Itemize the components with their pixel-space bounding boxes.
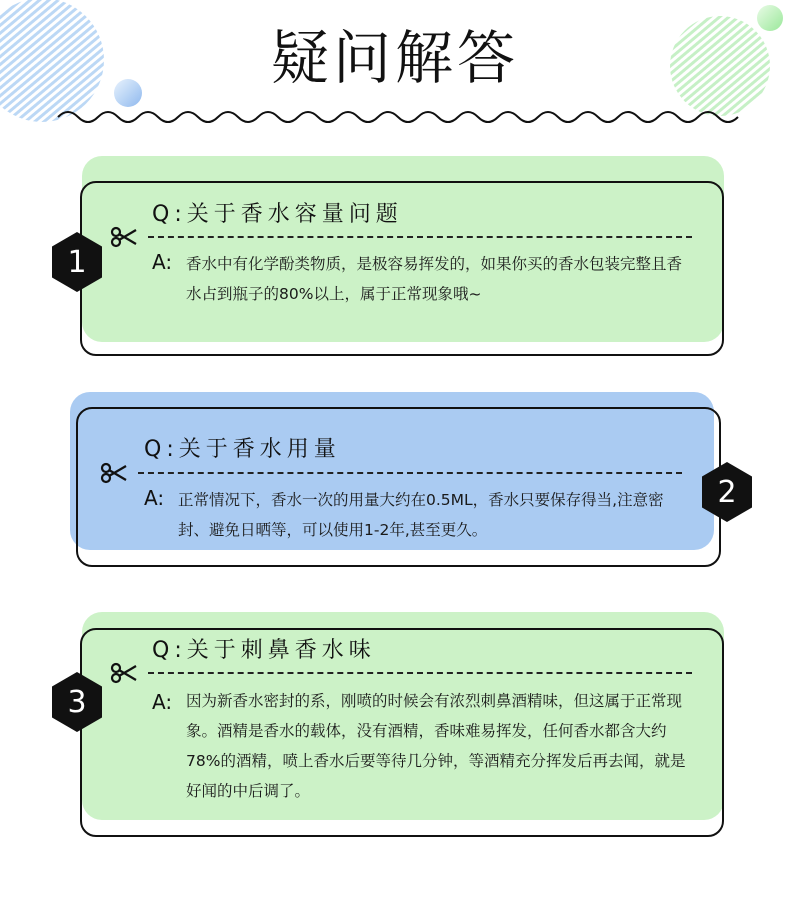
- question-3: Q:关于刺鼻香水味: [152, 638, 376, 663]
- dashed-divider-1: [148, 236, 692, 238]
- scissors-icon: [110, 226, 138, 248]
- dashed-divider-3: [148, 672, 692, 674]
- answer-1: 香水中有化学酚类物质，是极容易挥发的，如果你买的香水包装完整且香水占到瓶子的80%以上，属于正常现象哦~: [186, 255, 683, 303]
- badge-number-2: 2: [717, 474, 737, 510]
- answer-3: 因为新香水密封的系，刚喷的时候会有浓烈刺鼻酒精味，但这属于正常现象。酒精是香水的载体，没有酒精，香味难易挥发，任何香水都含大约78%的酒精，喷上香水后要等待几分钟，等酒精充分挥发后再去闻，就是好闻的中后调了。: [186, 692, 686, 800]
- answer-label-3: A:: [152, 690, 173, 714]
- badge-number-3: 3: [67, 684, 87, 720]
- answer-label-2: A:: [144, 486, 165, 510]
- scissors-icon: [100, 462, 128, 484]
- question-2: Q:关于香水用量: [144, 437, 341, 462]
- question-1: Q:关于香水容量问题: [152, 202, 403, 227]
- wave-line: [58, 112, 738, 122]
- answer-2: 正常情况下，香水一次的用量大约在0.5ML，香水只要保存得当,注意密封、避免日晒等，可以使用1-2年,甚至更久。: [178, 491, 664, 539]
- answer-label-1: A:: [152, 250, 173, 274]
- scissors-icon: [110, 662, 138, 684]
- dashed-divider-2: [138, 472, 682, 474]
- badge-number-1: 1: [67, 244, 87, 280]
- page-title: 疑问解答: [270, 24, 519, 92]
